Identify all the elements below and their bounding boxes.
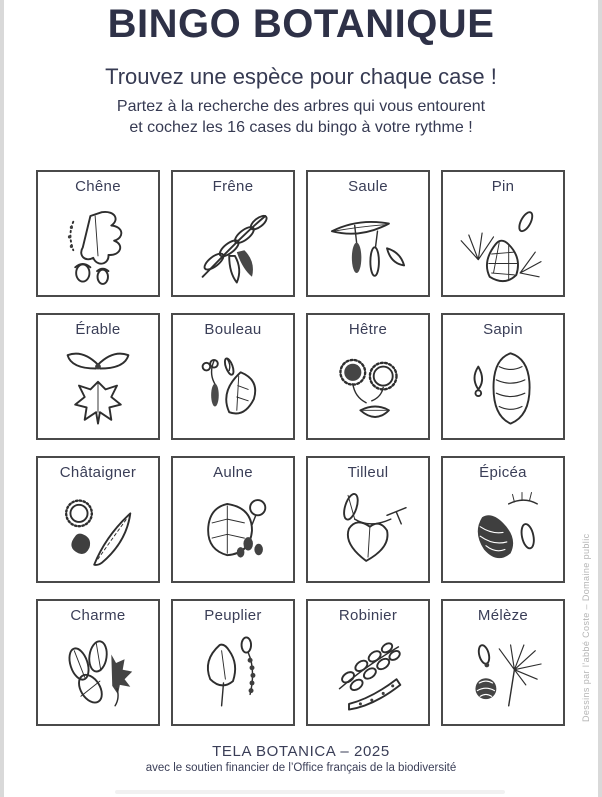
bingo-cell-frene bbox=[171, 170, 295, 297]
footer-funding-note: avec le soutien financier de l’Office français de la biodiversité bbox=[145, 762, 457, 774]
page-title: BINGO BOTANIQUE bbox=[107, 2, 495, 46]
peuplier-illustration bbox=[182, 626, 284, 721]
page-description bbox=[0, 96, 602, 138]
bingo-cell-saule bbox=[306, 170, 430, 297]
cell-label: Tilleul bbox=[347, 464, 389, 481]
bouleau-illustration bbox=[182, 340, 284, 435]
page-subtitle: Trouvez une espèce pour chaque case ! bbox=[105, 64, 497, 89]
saule-illustration bbox=[317, 197, 419, 292]
cell-label: Peuplier bbox=[204, 607, 262, 624]
bingo-cell-tilleul bbox=[306, 456, 430, 583]
cell-label: Pin bbox=[491, 178, 515, 195]
bingo-cell-robinier bbox=[306, 599, 430, 726]
hetre-illustration bbox=[317, 340, 419, 435]
illustration-credit: Dessins par l’abbé Coste – Domaine public bbox=[581, 533, 591, 722]
page-footer bbox=[0, 743, 602, 774]
cell-label: Châtaigner bbox=[59, 464, 137, 481]
bingo-cell-meleze bbox=[441, 599, 565, 726]
bingo-cell-pin bbox=[441, 170, 565, 297]
pin-illustration bbox=[452, 197, 554, 292]
bingo-cell-charme bbox=[36, 599, 160, 726]
bingo-cell-chataigner bbox=[36, 456, 160, 583]
chataigner-illustration bbox=[47, 483, 149, 578]
bingo-cell-hetre bbox=[306, 313, 430, 440]
cell-label: Sapin bbox=[483, 321, 523, 338]
cell-label: Mélèze bbox=[477, 607, 529, 624]
footer-organization: TELA BOTANICA – 2025 bbox=[212, 743, 390, 760]
frene-illustration bbox=[182, 197, 284, 292]
bingo-cell-chene bbox=[36, 170, 160, 297]
cell-label: Érable bbox=[75, 321, 121, 338]
robinier-illustration bbox=[317, 626, 419, 721]
tilleul-illustration bbox=[317, 483, 419, 578]
charme-illustration bbox=[47, 626, 149, 721]
bingo-cell-peuplier bbox=[171, 599, 295, 726]
cell-label: Épicéa bbox=[479, 464, 527, 481]
bingo-cell-erable bbox=[36, 313, 160, 440]
erable-illustration bbox=[47, 340, 149, 435]
meleze-illustration bbox=[452, 626, 554, 721]
cell-label: Charme bbox=[70, 607, 126, 624]
cutoff-logo-strip bbox=[115, 790, 505, 794]
cell-label: Robinier bbox=[338, 607, 398, 624]
cell-label: Chêne bbox=[75, 178, 121, 195]
sapin-illustration bbox=[452, 340, 554, 435]
page-description-line1: Partez à la recherche des arbres qui vous entourent bbox=[116, 98, 486, 115]
cell-label: Hêtre bbox=[348, 321, 388, 338]
cell-label: Saule bbox=[348, 178, 388, 195]
cell-label: Frêne bbox=[212, 178, 254, 195]
bingo-cell-epicea bbox=[441, 456, 565, 583]
cell-label: Aulne bbox=[213, 464, 253, 481]
page-description-line2: et cochez les 16 cases du bingo à votre rythme ! bbox=[129, 119, 473, 136]
aulne-illustration bbox=[182, 483, 284, 578]
chene-illustration bbox=[47, 197, 149, 292]
epicea-illustration bbox=[452, 483, 554, 578]
bingo-cell-sapin bbox=[441, 313, 565, 440]
bingo-cell-bouleau bbox=[171, 313, 295, 440]
bingo-grid bbox=[36, 170, 565, 726]
bingo-cell-aulne bbox=[171, 456, 295, 583]
cell-label: Bouleau bbox=[204, 321, 262, 338]
